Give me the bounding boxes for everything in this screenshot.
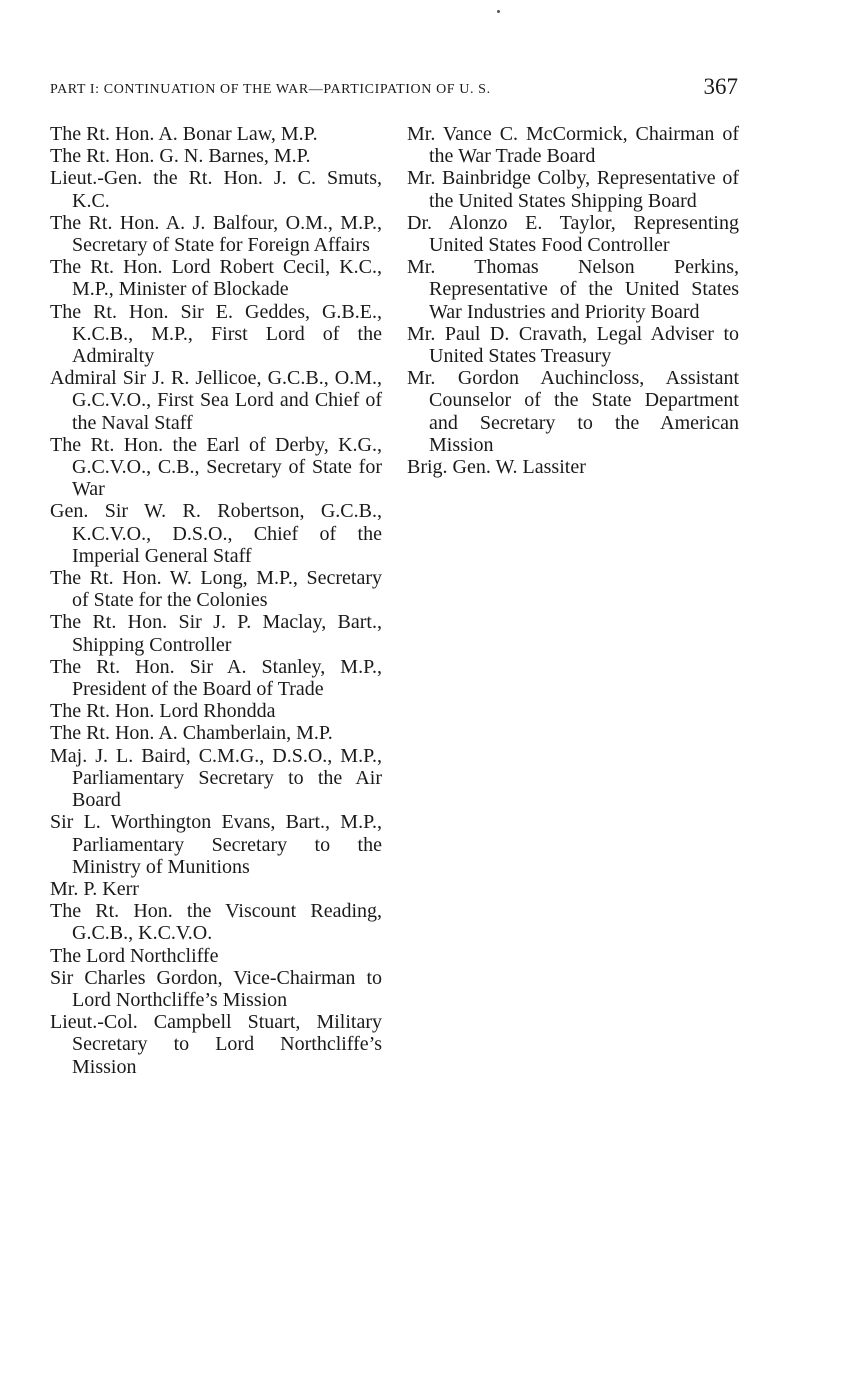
list-item: The Rt. Hon. Lord Rhondda bbox=[50, 700, 276, 723]
list-item: Admiral Sir J. R. Jellicoe, G.C.B., O.M., G.C.V.O., First Sea Lord and Chief of the Naval Staff bbox=[50, 367, 382, 434]
right-column bbox=[407, 123, 739, 478]
list-item: Sir L. Worthington Evans, Bart., M.P., Parliamentary Secretary to the Ministry of Munitions bbox=[50, 811, 382, 878]
print-speck bbox=[497, 10, 500, 13]
list-item: Gen. Sir W. R. Robertson, G.C.B., K.C.V.O., D.S.O., Chief of the Imperial General Staff bbox=[50, 500, 382, 567]
list-item: Maj. J. L. Baird, C.M.G., D.S.O., M.P., Parliamentary Secretary to the Air Board bbox=[50, 744, 382, 812]
list-item: Mr. Vance C. McCormick, Chairman of the War Trade Board bbox=[407, 123, 739, 168]
list-item: Brig. Gen. W. Lassiter bbox=[407, 456, 586, 479]
list-item: Mr. Thomas Nelson Perkins, Representative of the United States War Industries and Priority Board bbox=[407, 256, 739, 323]
list-item: The Rt. Hon. A. Chamberlain, M.P. bbox=[50, 722, 333, 745]
list-item: The Rt. Hon. Sir A. Stanley, M.P., President of the Board of Trade bbox=[50, 655, 382, 701]
list-item: Mr. Paul D. Cravath, Legal Adviser to United States Treasury bbox=[407, 322, 739, 368]
list-item: Mr. P. Kerr bbox=[50, 877, 139, 900]
list-item: Mr. Gordon Auchincloss, Assistant Counselor of the State Department and Secretary to the American Mission bbox=[407, 367, 739, 456]
left-column bbox=[50, 123, 382, 1078]
list-item: The Rt. Hon. Sir E. Geddes, G.B.E., K.C.B., M.P., First Lord of the Admiralty bbox=[50, 300, 382, 368]
list-item: The Lord Northcliffe bbox=[50, 944, 219, 967]
list-item: The Rt. Hon. W. Long, M.P., Secretary of State for the Colonies bbox=[50, 567, 382, 612]
list-item: Lieut.-Col. Campbell Stuart, Military Secretary to Lord Northcliffe’s Mission bbox=[50, 1011, 382, 1078]
list-item: Sir Charles Gordon, Vice-Chairman to Lord Northcliffe’s Mission bbox=[50, 966, 382, 1011]
list-item: Mr. Bainbridge Colby, Representative of the United States Shipping Board bbox=[407, 167, 739, 212]
list-item: The Rt. Hon. A. J. Balfour, O.M., M.P., Secretary of State for Foreign Affairs bbox=[50, 211, 382, 257]
running-title: PART I: CONTINUATION OF THE WAR—PARTICIPATION OF U. S. bbox=[50, 82, 491, 97]
list-item: The Rt. Hon. G. N. Barnes, M.P. bbox=[50, 145, 311, 168]
list-item: The Rt. Hon. the Viscount Reading, G.C.B., K.C.V.O. bbox=[50, 900, 382, 945]
page-number: 367 bbox=[703, 74, 738, 99]
list-item: The Rt. Hon. the Earl of Derby, K.G., G.C.V.O., C.B., Secretary of State for War bbox=[50, 433, 382, 501]
list-item: Lieut.-Gen. the Rt. Hon. J. C. Smuts, K.C. bbox=[50, 167, 382, 212]
list-item: The Rt. Hon. Sir J. P. Maclay, Bart., Shipping Controller bbox=[50, 611, 382, 656]
running-head bbox=[50, 74, 740, 104]
list-item: The Rt. Hon. A. Bonar Law, M.P. bbox=[50, 123, 318, 145]
list-item: The Rt. Hon. Lord Robert Cecil, K.C., M.P., Minister of Blockade bbox=[50, 256, 382, 301]
list-item: Dr. Alonzo E. Taylor, Representing United States Food Controller bbox=[407, 211, 739, 257]
